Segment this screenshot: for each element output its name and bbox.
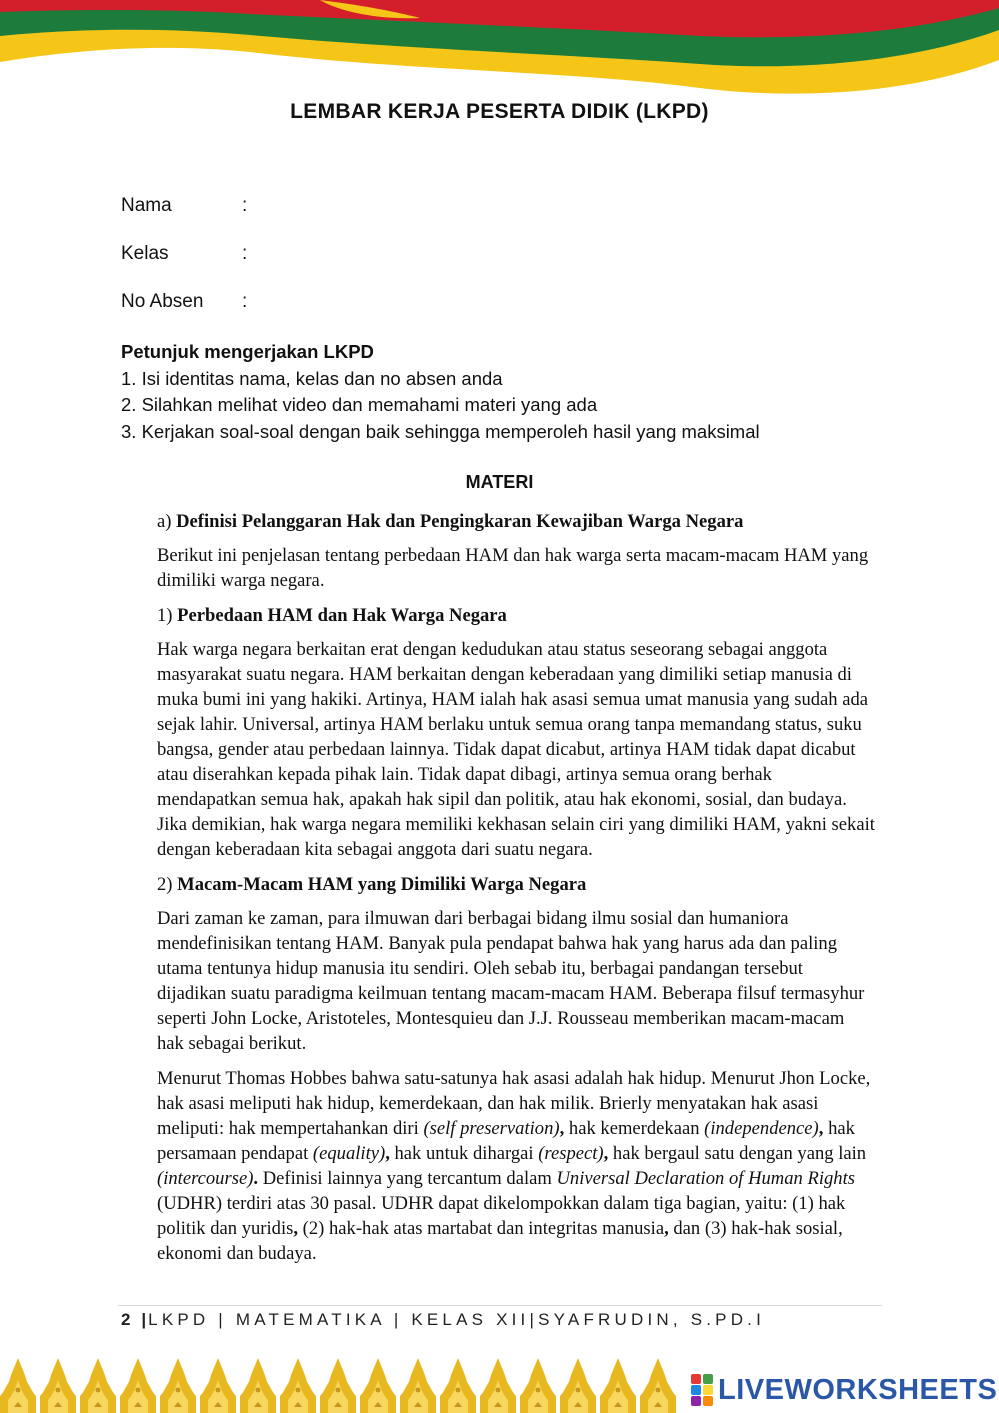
header-wave-decoration <box>0 0 999 100</box>
sub1-prefix: 1) <box>157 605 178 626</box>
page-title: LEMBAR KERJA PESERTA DIDIK (LKPD) <box>290 100 709 123</box>
intro-paragraph: Berikut ini penjelasan tentang perbedaan HAM dan hak warga serta macam-macam HAM yang dimiliki warga negara. <box>157 545 869 591</box>
identity-row-kelas <box>121 243 247 265</box>
paragraph-3: Menurut Thomas Hobbes bahwa satu-satunya hak asasi adalah hak hidup. Menurut Jhon Locke, hak asasi meliputi hak hidup, kemerdekaan, dan hak milik. Brierly menyatakan hak asasi meliputi: hak mempertahankan diri (self preservation), hak kemerdekaan (independence), hak persamaan pendapat (equality), hak untuk dihargai (respect), hak bergaul satu dengan yang lain (intercourse). Definisi lainnya yang tercantum dalam Universal Declaration of Human Rights (UDHR) terdiri atas 30 pasal. UDHR dapat dikelompokkan dalam tiga bagian, yaitu: (1) hak politik dan yuridis, (2) hak-hak atas martabat dan integritas manusia, dan (3) hak-hak sosial, ekonomi dan budaya. <box>157 1068 871 1264</box>
section-a-prefix: a) <box>157 511 177 532</box>
materi-content <box>157 509 875 1276</box>
footer-text: LKPD | MATEMATIKA | KELAS XII|SYAFRUDIN, S.PD.I <box>148 1310 766 1329</box>
section-a-heading <box>157 509 875 534</box>
sub2-title: Macam-Macam HAM yang Dimiliki Warga Negara <box>177 874 587 895</box>
instructions-heading: Petunjuk mengerjakan LKPD <box>121 341 374 362</box>
sub1-title: Perbedaan HAM dan Hak Warga Negara <box>177 605 507 626</box>
instruction-item: 2. Silahkan melihat video dan memahami materi yang ada <box>121 394 598 415</box>
identity-label: No Absen <box>121 291 204 312</box>
sub2-heading <box>157 872 875 897</box>
page-footer <box>121 1310 765 1330</box>
footer-divider <box>118 1305 882 1306</box>
identity-separator: : <box>242 291 248 312</box>
paragraph-1: Hak warga negara berkaitan erat dengan kedudukan atau status seseorang sebagai anggota masyarakat suatu negara. HAM berkaitan dengan keberadaan yang dimiliki setiap manusia di muka bumi ini yang hakiki. Artinya, HAM ialah hak asasi semua umat manusia yang sudah ada sejak lahir. Universal, artinya HAM berlaku untuk semua orang tanpa memandang status, suku bangsa, gender atau perbedaan lainnya. Tidak dapat dicabut, artinya HAM tidak dapat dicabut atau diserahkan kepada pihak lain. Tidak dapat dibagi, artinya semua orang berhak mendapatkan semua hak, apakah hak sipil dan politik, atau hak ekonomi, sosial, dan budaya. Jika demikian, hak warga negara memiliki kekhasan selain ciri yang dimiliki HAM, yakni sekait dengan keberadaan kita sebagai anggota dari suatu negara. <box>157 639 875 860</box>
footer-separator: | <box>141 1310 149 1329</box>
sub1-heading <box>157 603 875 628</box>
brand-name: LIVEWORKSHEETS <box>718 1373 998 1406</box>
identity-separator: : <box>242 195 248 216</box>
liveworksheets-brand[interactable] <box>690 1372 997 1408</box>
identity-row-no-absen <box>121 291 247 313</box>
paragraph-2: Dari zaman ke zaman, para ilmuwan dari berbagai bidang ilmu sosial dan humaniora mendefinisikan tentang HAM. Banyak pula pendapat bahwa hak yang harus ada dan paling utama tentunya hidup manusia itu sendiri. Oleh sebab itu, berbagai pandangan tersebut dijadikan suatu paradigma keilmuan tentang macam-macam HAM. Beberapa filsuf termasyhur seperti John Locke, Aristoteles, Montesquieu dan J.J. Rousseau memberikan macam-macam hak sebagai berikut. <box>157 908 865 1054</box>
instructions-block <box>121 339 760 445</box>
liveworksheets-logo-icon <box>690 1373 714 1407</box>
identity-label: Nama <box>121 195 172 216</box>
materi-heading: MATERI <box>465 472 534 492</box>
instruction-item: 1. Isi identitas nama, kelas dan no absen anda <box>121 367 503 389</box>
instruction-item: 3. Kerjakan soal-soal dengan baik sehingga memperoleh hasil yang maksimal <box>121 420 760 442</box>
sub2-prefix: 2) <box>157 874 178 895</box>
identity-label: Kelas <box>121 243 169 264</box>
page-number: 2 <box>121 1310 133 1329</box>
section-a-title: Definisi Pelanggaran Hak dan Pengingkaran Kewajiban Warga Negara <box>176 511 744 532</box>
identity-row-nama <box>121 195 247 217</box>
identity-separator: : <box>242 243 248 264</box>
